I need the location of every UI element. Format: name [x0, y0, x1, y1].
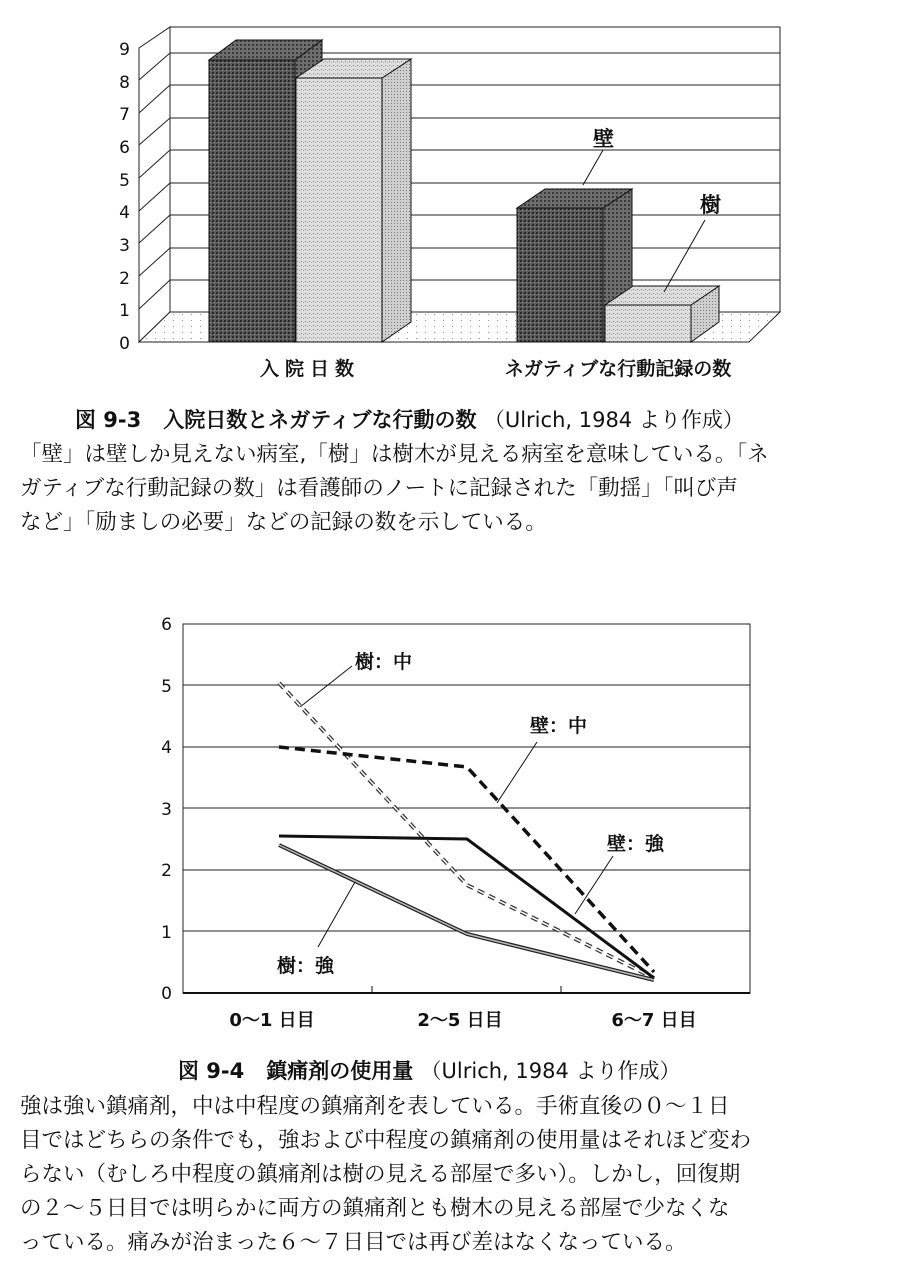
svg-text:1: 1 — [119, 301, 130, 321]
description-line: など」「励ましの必要」などの記録の数を示している。 — [20, 510, 547, 535]
svg-text:0〜1 日目: 0〜1 日目 — [229, 1010, 315, 1031]
svg-text:3: 3 — [119, 236, 130, 256]
category-negative-behaviors: ネガティブな行動記録の数 — [504, 358, 732, 380]
description-line: の２～５日目では明らかに両方の鎮痛剤とも樹木の見える部屋で少なくな — [20, 1196, 730, 1221]
bar-chart-figure-9-3 — [0, 0, 917, 390]
svg-text:3: 3 — [161, 800, 172, 820]
figure-9-4-caption — [178, 1055, 681, 1085]
svg-text:0: 0 — [119, 334, 130, 354]
category-hospital-days: 入院日数 — [259, 358, 361, 380]
caption-label: 図 9-3 — [75, 408, 142, 432]
caption-label: 図 9-4 — [178, 1059, 245, 1083]
svg-text:6〜7 日目: 6〜7 日目 — [611, 1010, 697, 1031]
svg-text:4: 4 — [161, 738, 172, 758]
x-axis-labels — [229, 1010, 696, 1031]
svg-text:0: 0 — [161, 984, 172, 1004]
annotation-tree-mid: 樹：中 — [355, 651, 413, 673]
description-line: 「壁」は壁しか見えない病室,「樹」は樹木が見える病室を意味している。「ネ — [20, 442, 769, 467]
svg-text:5: 5 — [161, 677, 172, 697]
caption-title: 入院日数とネガティブな行動の数 — [163, 408, 477, 432]
svg-text:4: 4 — [119, 203, 130, 223]
svg-text:2: 2 — [161, 861, 172, 881]
svg-text:6: 6 — [119, 138, 130, 158]
svg-text:1: 1 — [161, 923, 172, 943]
line-chart-figure-9-4 — [0, 600, 917, 1040]
svg-text:7: 7 — [119, 105, 130, 125]
annotation-tree: 樹 — [700, 193, 721, 217]
svg-text:2: 2 — [119, 269, 130, 289]
annotation-tree-strong: 樹：強 — [277, 955, 335, 977]
svg-text:6: 6 — [161, 615, 172, 635]
svg-text:8: 8 — [119, 73, 130, 93]
bar-tree-hospital-days — [296, 59, 411, 342]
bar-tree-negative-behavior — [605, 286, 719, 342]
svg-text:2〜5 日目: 2〜5 日目 — [417, 1010, 503, 1031]
y-axis-labels — [161, 615, 172, 1004]
annotation-wall: 壁 — [593, 127, 614, 151]
description-line: っている。痛みが治まった６～７日目では再び差はなくなっている。 — [20, 1230, 687, 1255]
figure-9-3-caption — [75, 404, 744, 434]
figure-9-3-description — [20, 438, 900, 540]
description-line: らない（むしろ中程度の鎮痛剤は樹の見える部屋で多い）。しかし，回復期 — [20, 1162, 741, 1187]
description-line: ガティブな行動記録の数」は看護師のノートに記録された「動揺」「叫び声 — [20, 476, 738, 501]
annotation-wall-mid: 壁：中 — [530, 715, 588, 737]
y-axis-labels — [119, 40, 130, 354]
svg-text:9: 9 — [119, 40, 130, 60]
caption-source: （Ulrich, 1984 より作成） — [420, 1059, 681, 1083]
description-line: 目ではどちらの条件でも，強および中程度の鎮痛剤の使用量はそれほど変わ — [20, 1128, 752, 1153]
description-line: 強は強い鎮痛剤，中は中程度の鎮痛剤を表している。手術直後の０～１日 — [20, 1094, 730, 1119]
figure-9-4-description — [20, 1090, 900, 1260]
svg-text:5: 5 — [119, 171, 130, 191]
caption-title: 鎮痛剤の使用量 — [266, 1059, 414, 1083]
caption-source: （Ulrich, 1984 より作成） — [483, 408, 744, 432]
annotation-wall-strong: 壁：強 — [607, 833, 665, 855]
